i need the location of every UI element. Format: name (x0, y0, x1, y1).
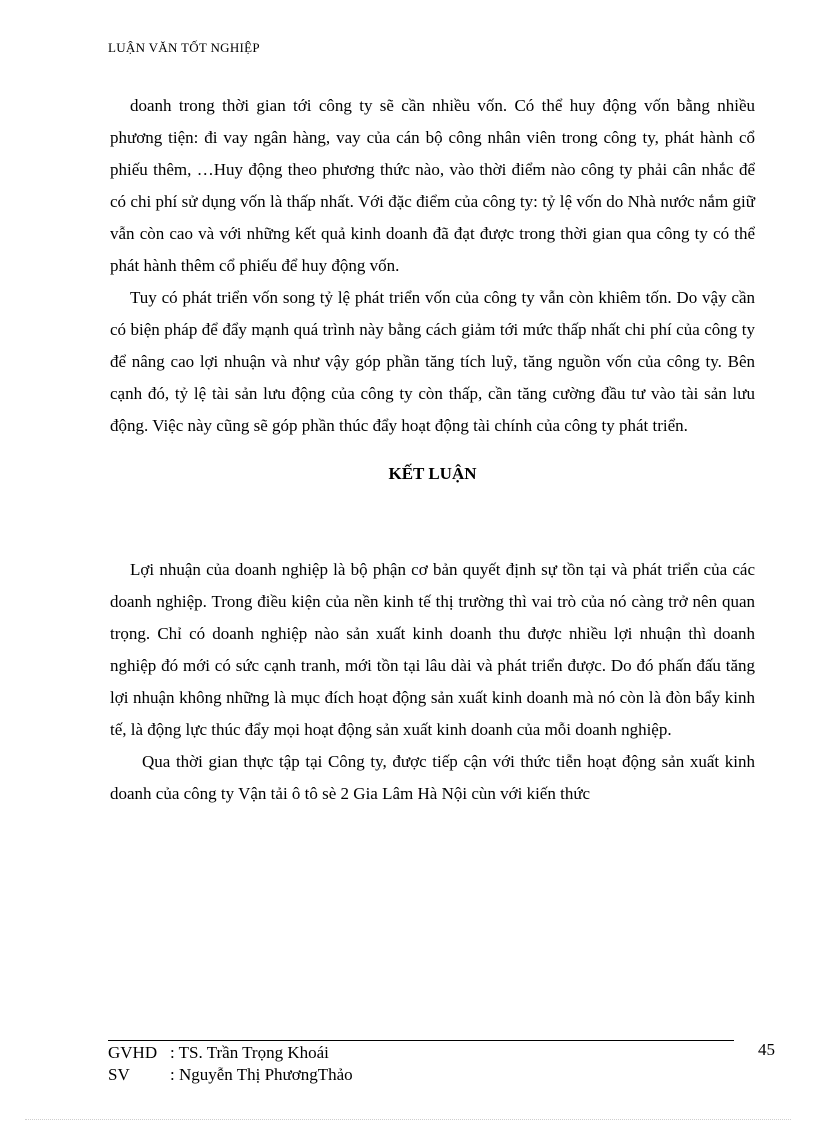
sv-label: SV (108, 1065, 130, 1084)
page-content (110, 90, 755, 810)
footer-sv-row (108, 1064, 353, 1086)
footer-gvhd-row (108, 1042, 353, 1064)
gvhd-label: GVHD (108, 1043, 158, 1062)
paragraph-conclusion-profit: Lợi nhuận của doanh nghiệp là bộ phận cơ bản quyết định sự tồn tại và phát triển của các doanh nghiệp. Trong điều kiện của nền kinh tế thị trường thì vai trò của nó càng trở nên quan trọng. Chỉ có doanh nghiệp nào sản xuất kinh doanh thu được nhiều lợi nhuận thì doanh nghiệp đó mới có sức cạnh tranh, mới tồn tại lâu dài và phát triển được. Do đó phấn đấu tăng lợi nhuận không những là mục đích hoạt động sản xuất kinh doanh mà nó còn là đòn bẩy kinh tế, là động lực thúc đẩy mọi hoạt động sản xuất kinh doanh của mỗi doanh nghiệp. (110, 560, 755, 739)
paragraph-capital-growth: Tuy có phát triển vốn song tỷ lệ phát triển vốn của công ty vẫn còn khiêm tốn. Do vậy cần có biện pháp để đẩy mạnh quá trình này bằng cách giảm tới mức thấp nhất chi phí của công ty để nâng cao lợi nhuận và như vậy góp phần tăng tích luỹ, tăng nguồn vốn của công ty. Bên cạnh đó, tỷ lệ tài sản lưu động của công ty còn thấp, cần tăng cường đầu tư vào tài sản lưu động. Việc này cũng sẽ góp phần thúc đẩy hoạt động tài chính của công ty phát triển. (110, 288, 755, 435)
section-heading-conclusion: KẾT LUẬN (388, 464, 477, 483)
running-header: LUẬN VĂN TỐT NGHIỆP (108, 40, 260, 55)
paragraph-conclusion-internship: Qua thời gian thực tập tại Công ty, được tiếp cận với thức tiễn hoạt động sản xuất kinh doanh của công ty Vận tải ô tô sè 2 Gia Lâm Hà Nội cùn với kiến thức (110, 752, 755, 803)
footer-divider (108, 1040, 734, 1041)
page-number: 45 (758, 1040, 775, 1059)
sv-value: : Nguyễn Thị PhươngThảo (170, 1065, 353, 1084)
gvhd-value: : TS. Trần Trọng Khoái (170, 1043, 329, 1062)
paragraph-capital-mobilization: doanh trong thời gian tới công ty sẽ cần nhiều vốn. Có thể huy động vốn bằng nhiều phương tiện: đi vay ngân hàng, vay của cán bộ công nhân viên trong công ty, phát hành cổ phiếu thêm, …Huy động theo phương thức nào, vào thời điểm nào công ty phải cân nhắc để có chi phí sử dụng vốn là thấp nhất. Với đặc điểm của công ty: tỷ lệ vốn do Nhà nước nắm giữ vẫn còn cao và với những kết quả kinh doanh đã đạt được trong thời gian qua công ty có thể phát hành thêm cổ phiếu để huy động vốn. (110, 96, 755, 275)
page-bottom-border (25, 1119, 791, 1120)
footer-info (108, 1042, 353, 1086)
